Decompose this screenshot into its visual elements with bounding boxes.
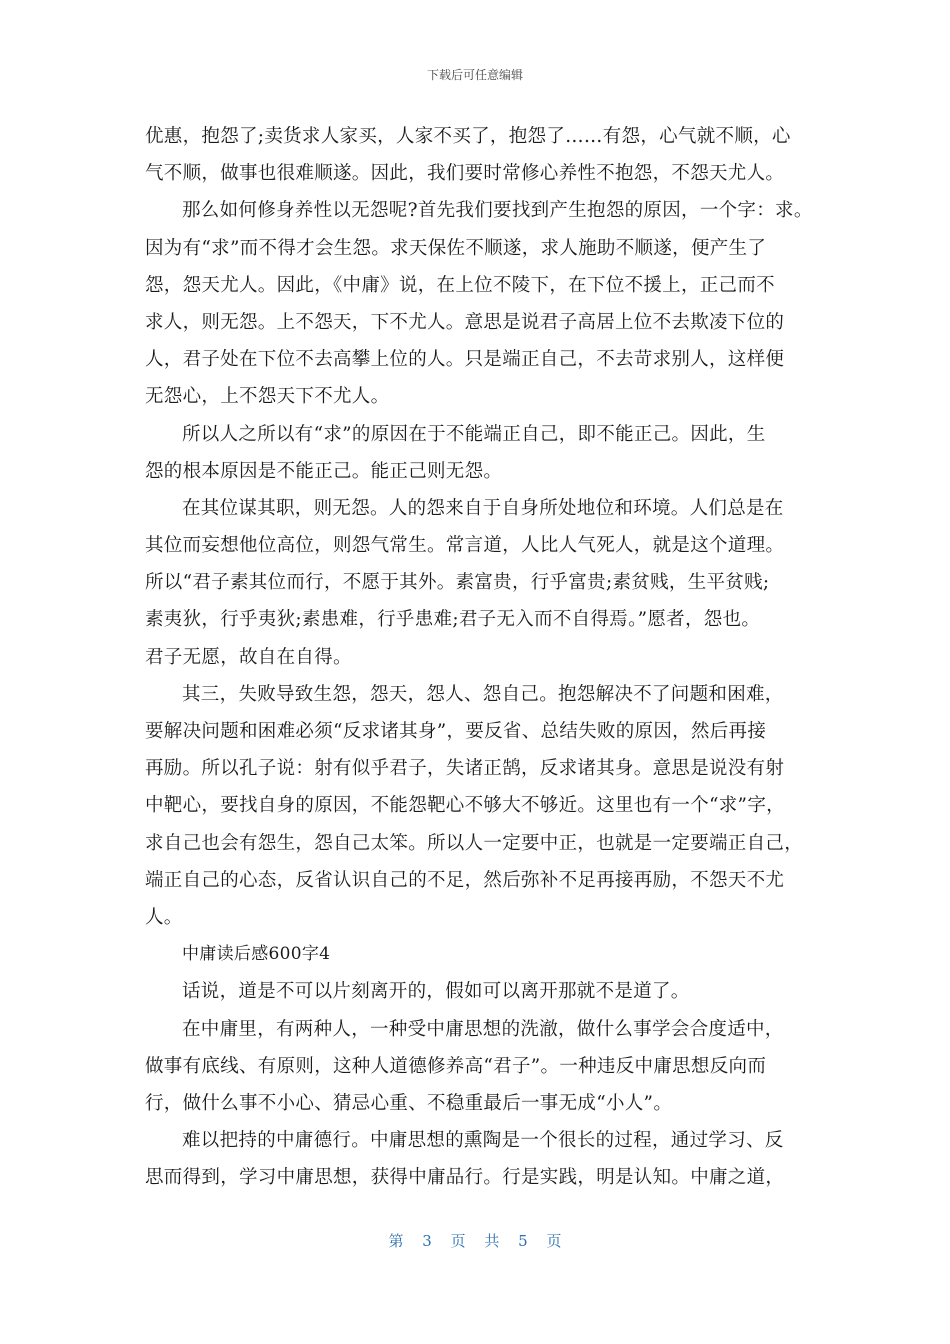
text-line: 求自己也会有怨生，怨自己太笨。所以人一定要中正，也就是一定要端正自己，: [145, 832, 804, 854]
text-line: 无怨心，上不怨天下不尤人。: [145, 386, 390, 408]
text-line: 思而得到，学习中庸思想，获得中庸品行。行是实践，明是认知。中庸之道，: [145, 1167, 785, 1189]
text-line: 难以把持的中庸德行。中庸思想的熏陶是一个很长的过程，通过学习、反: [182, 1130, 784, 1152]
document-body: [145, 118, 813, 1196]
text-line: 要解决问题和困难必须“反求诸其身”，要反省、总结失败的原因，然后再接: [145, 721, 767, 742]
text-line: 求人，则无怨。上不怨天，下不尤人。意思是说君子高居上位不去欺凌下位的: [145, 311, 785, 333]
text-line: 人。: [145, 906, 183, 928]
text-line: 话说，道是不可以片刻离开的，假如可以离开那就不是道了。: [182, 981, 690, 1003]
text-line: 行，做什么事不小心、猜忌心重、不稳重最后一事无成“小人”。: [145, 1092, 673, 1114]
text-line: 怨，怨天尤人。因此，《中庸》说，在上位不陵下，在下位不援上，正己而不: [145, 274, 775, 296]
text-line: 在其位谋其职，则无怨。人的怨来自于自身所处地位和环境。人们总是在: [182, 497, 784, 519]
text-line: 做事有底线、有原则，这种人道德修养高“君子”。一种违反中庸思想反向而: [145, 1055, 767, 1077]
section-heading: 中庸读后感600字4: [182, 944, 331, 965]
text-line: 其位而妄想他位高位，则怨气常生。常言道，人比人气死人，就是这个道理。: [145, 535, 785, 557]
text-line: 人，君子处在下位不去高攀上位的人。只是端正自己，不去苛求别人，这样便: [145, 349, 785, 371]
text-line: 端正自己的心态，反省认识自己的不足，然后弥补不足再接再励，不怨天不尤: [145, 869, 785, 891]
text-line: 气不顺，做事也很难顺遂。因此，我们要时常修心养性不抱怨，不怨天尤人。: [145, 163, 785, 185]
text-line: 其三，失败导致生怨，怨天，怨人、怨自己。抱怨解决不了问题和困难，: [182, 683, 784, 705]
text-line: 所以“君子素其位而行，不愿于其外。素富贵，行乎富贵;素贫贱，生平贫贱;: [145, 572, 770, 594]
text-line: 所以人之所以有“求”的原因在于不能端正自己，即不能正己。因此，生: [182, 423, 766, 445]
text-line: 因为有“求”而不得才会生怨。求天保佐不顺遂，求人施助不顺遂，便产生了: [145, 237, 767, 259]
page-footer: 第 3 页 共 5 页: [388, 1232, 562, 1250]
text-line: 怨的根本原因是不能正己。能正己则无怨。: [145, 460, 503, 482]
text-line: 素夷狄，行乎夷狄;素患难，行乎患难;君子无入而不自得焉。”愿者，怨也。: [145, 609, 761, 631]
text-line: 中靶心，要找自身的原因，不能怨靶心不够大不够近。这里也有一个“求”字，: [145, 795, 785, 817]
text-line: 君子无愿，故自在自得。: [145, 646, 352, 668]
page-header: 下载后可任意编辑: [426, 68, 523, 82]
text-line: 那么如何修身养性以无怨呢?首先我们要找到产生抱怨的原因，一个字：求。: [182, 200, 813, 222]
text-line: 再励。所以孔子说：射有似乎君子，失诸正鹄，反求诸其身。意思是说没有射: [145, 758, 785, 780]
text-line: 优惠，抱怨了;卖货求人家买，人家不买了，抱怨了……有怨，心气就不顺，心: [145, 126, 791, 147]
text-line: 在中庸里，有两种人，一种受中庸思想的洗澈，做什么事学会合度适中，: [182, 1018, 784, 1040]
